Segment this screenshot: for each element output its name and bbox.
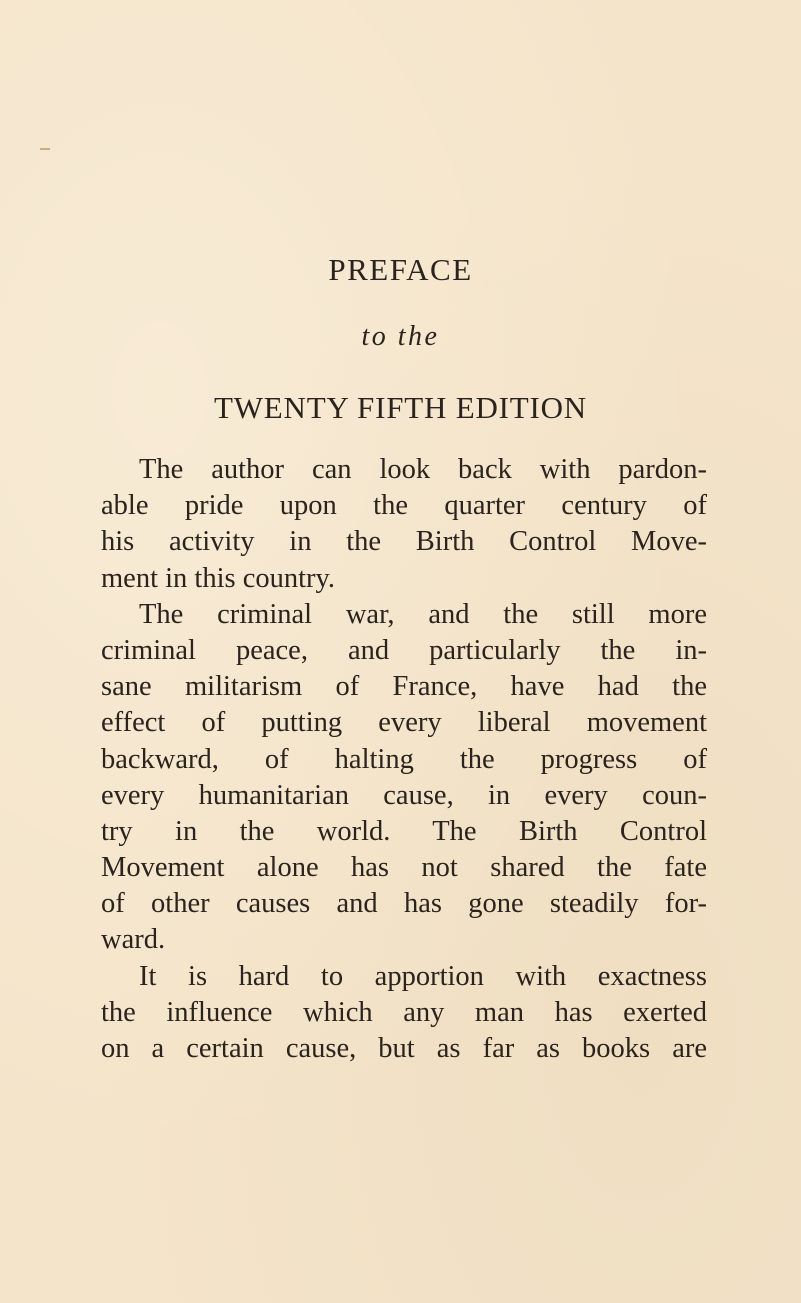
text-line: ward.: [101, 924, 166, 956]
page-title: PREFACE: [328, 252, 473, 287]
text-line: The author can look back with pardon-: [139, 454, 707, 485]
text-line: every humanitarian cause, in every coun-: [101, 779, 707, 811]
text-line: effect of putting every liberal movement: [101, 707, 707, 739]
text-line: Movement alone has not shared the fate: [101, 852, 707, 884]
text-line: his activity in the Birth Control Move-: [101, 526, 707, 558]
page-subtitle: to the: [361, 321, 440, 352]
edition-heading: TWENTY FIFTH EDITION: [214, 390, 587, 425]
text-line: criminal peace, and particularly the in-: [101, 634, 707, 666]
text-line: the influence which any man has exerted: [101, 996, 707, 1028]
text-line: able pride upon the quarter century of: [101, 490, 707, 522]
text-line: The criminal war, and the still more: [139, 598, 707, 630]
text-line: backward, of halting the progress of: [101, 743, 707, 775]
text-line: sane militarism of France, have had the: [101, 671, 707, 703]
text-line: on a certain cause, but as far as books are: [101, 1033, 707, 1064]
text-line: It is hard to apportion with exactness: [139, 960, 707, 992]
text-line: ment in this country.: [101, 562, 336, 594]
text-line: try in the world. The Birth Control: [101, 815, 707, 847]
preface-body: [101, 452, 707, 1067]
text-line: of other causes and has gone steadily for-: [101, 888, 707, 920]
paper-blemish: [40, 148, 50, 150]
